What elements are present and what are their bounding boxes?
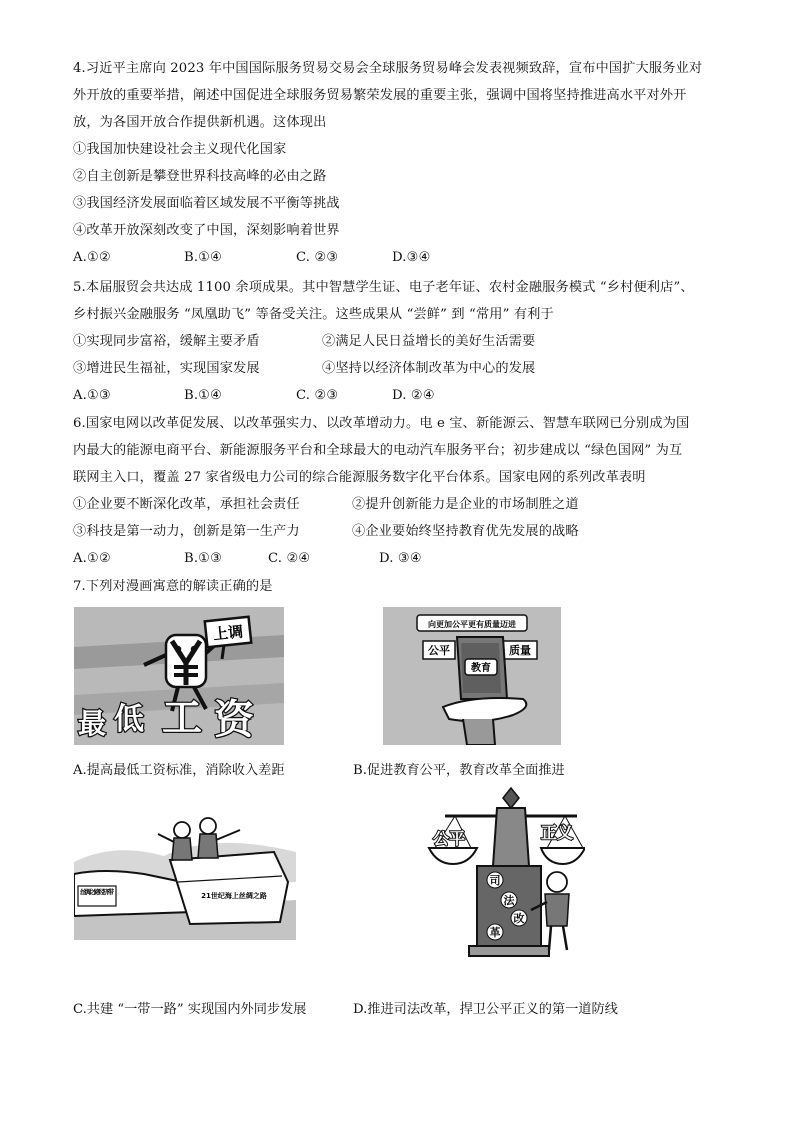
q6-option-d[interactable]: D. ③④	[379, 551, 422, 566]
q4-stem-line-3: 放，为各国开放合作提供新机遇。这体现出	[73, 115, 327, 130]
q5-options	[73, 386, 673, 406]
q6-stem-line-1: 6.国家电网以改革促发展、以改革强实力、以改革增动力。电 e 宝、新能源云、智慧车联网已分别成为国	[73, 416, 690, 431]
q6-statement-1: ①企业要不断深化改革，承担社会责任	[73, 497, 300, 512]
q7-option-c[interactable]: C.共建 “一带一路” 实现国内外同步发展	[73, 1002, 307, 1017]
cartoon-judicial-reform	[425, 786, 585, 958]
cartoon-d-left-label: 公平	[433, 829, 466, 848]
q4-option-d[interactable]: D.③④	[392, 250, 431, 265]
cartoon-c-ship-label: 21世纪海上丝绸之路	[201, 892, 267, 900]
cartoon-b-book-label: 教育	[471, 663, 491, 674]
q6-options	[73, 549, 673, 569]
cartoon-d-pillar-2: 法	[503, 894, 515, 907]
cartoon-a-word-1: 最	[78, 707, 107, 740]
q6-statement-3: ③科技是第一动力，创新是第一生产力	[73, 524, 300, 539]
q6-statement-2: ②提升创新能力是企业的市场制胜之道	[352, 497, 579, 512]
q5-option-c[interactable]: C. ②③	[296, 388, 339, 403]
q5-stem-line-2: 乡村振兴金融服务 “凤凰助飞” 等备受关注。这些成果从 “尝鲜” 到 “常用” 有利于	[73, 307, 554, 322]
cartoon-b-left-label: 公平	[428, 644, 450, 657]
q6-stem-line-2: 内最大的能源电商平台、新能源服务平台和全球最大的电动汽车服务平台；初步建成以 “绿色国网” 为互	[73, 443, 683, 458]
cartoon-d-right-label: 正义	[541, 823, 574, 842]
q4-option-a[interactable]: A.①②	[73, 250, 111, 265]
cartoon-a-word-3: 工	[162, 695, 202, 741]
q7-stem: 7.下列对漫画寓意的解读正确的是	[73, 579, 273, 594]
cartoon-a-word-2: 低	[114, 702, 144, 737]
q6-option-a[interactable]: A.①②	[73, 551, 111, 566]
q4-option-b[interactable]: B.①④	[184, 250, 223, 265]
q4-options	[73, 248, 673, 268]
q5-stem-line-1: 5.本届服贸会共达成 1100 余项成果。其中智慧学生证、电子老年证、农村金融服务模式 “乡村便利店”、	[73, 280, 694, 295]
q5-statement-1: ①实现同步富裕，缓解主要矛盾	[73, 334, 260, 349]
cartoon-d-pillar-4: 革	[489, 926, 501, 939]
cartoon-b-right-label: 质量	[509, 644, 531, 657]
cartoon-c-train-label: 丝绸之路经济带	[80, 888, 114, 896]
q4-statement-3: ③我国经济发展面临着区域发展不平衡等挑战	[73, 196, 340, 211]
q4-statement-1: ①我国加快建设社会主义现代化国家	[73, 142, 287, 157]
q4-statement-4: ④改革开放深刻改变了中国，深刻影响着世界	[73, 223, 340, 238]
q5-statement-4: ④坚持以经济体制改革为中心的发展	[322, 361, 536, 376]
cartoon-minimum-wage	[74, 607, 284, 745]
cartoon-d-pillar-3: 改	[513, 912, 525, 925]
q7-option-a[interactable]: A.提高最低工资标准，消除收入差距	[73, 763, 285, 778]
q5-option-a[interactable]: A.①③	[73, 388, 111, 403]
q6-option-c[interactable]: C. ②④	[268, 551, 311, 566]
q6-stem-line-3: 联网主入口，覆盖 27 家省级电力公司的综合能源服务数字化平台体系。国家电网的系列改革表明	[73, 470, 646, 485]
q4-stem-line-2: 外开放的重要举措，阐述中国促进全球服务贸易繁荣发展的重要主张，强调中国将坚持推进高水平对外开	[73, 88, 687, 103]
q7-option-d[interactable]: D.推进司法改革，捍卫公平正义的第一道防线	[353, 1002, 618, 1017]
q4-statement-2: ②自主创新是攀登世界科技高峰的必由之路	[73, 169, 327, 184]
cartoon-a-sign: 上调	[212, 622, 244, 644]
q7-option-b[interactable]: B.促进教育公平，教育改革全面推进	[353, 763, 565, 778]
q4-option-c[interactable]: C. ②③	[296, 250, 339, 265]
q5-option-b[interactable]: B.①④	[184, 388, 223, 403]
q6-statement-4: ④企业要始终坚持教育优先发展的战略	[352, 524, 579, 539]
cartoon-a-word-4: 资	[214, 697, 254, 743]
cartoon-b-banner: 向更加公平更有质量迈进	[428, 620, 516, 629]
q4-stem-line-1: 4.习近平主席向 2023 年中国国际服务贸易交易会全球服务贸易峰会发表视频致辞，宣布中国扩大服务业对	[73, 61, 703, 76]
q5-option-d[interactable]: D. ②④	[392, 388, 435, 403]
cartoon-education	[383, 607, 561, 745]
cartoon-belt-and-road	[74, 812, 296, 940]
q5-statement-3: ③增进民生福祉，实现国家发展	[73, 361, 260, 376]
cartoon-d-pillar-1: 司	[489, 874, 501, 887]
q6-option-b[interactable]: B.①③	[184, 551, 223, 566]
q5-statement-2: ②满足人民日益增长的美好生活需要	[322, 334, 536, 349]
